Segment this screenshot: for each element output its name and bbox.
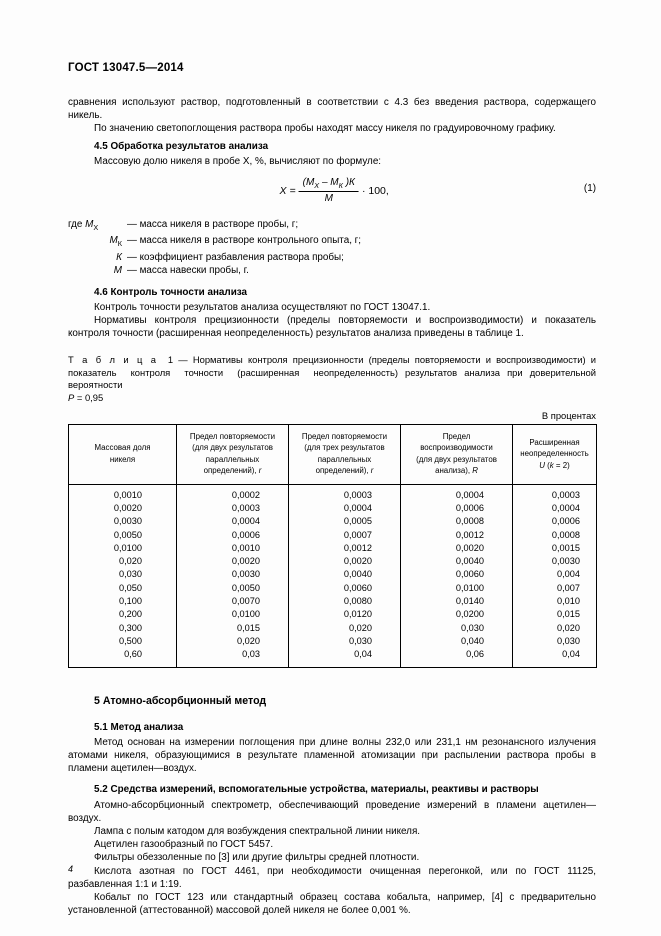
table-head bbox=[69, 425, 597, 485]
table-cell: 0,0004 bbox=[289, 502, 401, 515]
table-caption-number: 1 bbox=[167, 354, 174, 366]
table-cell: 0,0010 bbox=[177, 542, 289, 555]
table-cell: 0,020 bbox=[289, 622, 401, 635]
formula-denominator: M bbox=[324, 193, 333, 205]
paragraph-absorbance: По значению светопоглощения раствора пробы находят массу никеля по градуировочному графику. bbox=[94, 123, 556, 135]
table-cell: 0,0200 bbox=[401, 608, 513, 621]
table-cell: 0,0004 bbox=[513, 502, 597, 515]
table-cell: 0,020 bbox=[69, 555, 177, 568]
legend-text: — масса никеля в растворе контрольного опыта, г; bbox=[127, 235, 362, 247]
formula-fraction bbox=[299, 177, 359, 204]
paragraph-nitric-acid: Кислота азотная по ГОСТ 4461, при необходимости очищенная перегонкой, или по ГОСТ 11125, разбавленная 1:1 и 1:19. bbox=[68, 865, 596, 890]
table-cell: 0,0005 bbox=[289, 515, 401, 528]
paragraph-cobalt: Кобальт по ГОСТ 123 или стандартный образец состава кобальта, например, [4] с предварительно установленной (аттестованной) массовой долей никеля не более 0,001 %. bbox=[68, 891, 596, 917]
table-cell: 0,0050 bbox=[69, 529, 177, 542]
table-caption bbox=[68, 354, 596, 404]
table-cell: 0,0007 bbox=[289, 529, 401, 542]
table-caption-label: Т а б л и ц а bbox=[68, 354, 158, 366]
table-row bbox=[69, 635, 597, 648]
table-row bbox=[69, 555, 597, 568]
table-cell: 0,0008 bbox=[401, 515, 513, 528]
legend-symbol: К bbox=[116, 251, 122, 263]
table-row bbox=[69, 622, 597, 635]
paragraph-filters: Фильтры обеззоленные по [3] или другие фильтры средней плотности. bbox=[94, 852, 420, 864]
table-cell: 0,04 bbox=[513, 648, 597, 667]
legend-row bbox=[68, 264, 596, 277]
table-row bbox=[69, 542, 597, 555]
table-cell: 0,030 bbox=[513, 635, 597, 648]
table-col-header-mass-fraction: Массовая доля никеля bbox=[69, 425, 177, 485]
table-cell: 0,0080 bbox=[289, 595, 401, 608]
table-cell: 0,020 bbox=[177, 635, 289, 648]
table-cell: 0,0015 bbox=[513, 542, 597, 555]
table-row bbox=[69, 484, 597, 502]
table-cell: 0,004 bbox=[513, 568, 597, 581]
table-cell: 0,0030 bbox=[513, 555, 597, 568]
table-cell: 0,500 bbox=[69, 635, 177, 648]
formula-lhs: X = bbox=[279, 184, 296, 197]
legend-row bbox=[68, 218, 596, 234]
table-cell: 0,200 bbox=[69, 608, 177, 621]
table-col-header-reproducibility: Предел воспроизводимости (для двух результатов анализа), R bbox=[401, 425, 513, 485]
table-cell: 0,03 bbox=[177, 648, 289, 667]
precision-table bbox=[68, 424, 597, 667]
table-cell: 0,007 bbox=[513, 582, 597, 595]
table-cell: 0,0010 bbox=[69, 484, 177, 502]
table-cell: 0,0140 bbox=[401, 595, 513, 608]
table-cell: 0,0020 bbox=[401, 542, 513, 555]
table-cell: 0,0020 bbox=[177, 555, 289, 568]
document-header: ГОСТ 13047.5—2014 bbox=[68, 62, 184, 74]
table-cell: 0,0004 bbox=[401, 484, 513, 502]
table-units-note: В процентах bbox=[541, 410, 596, 422]
table-cell: 0,0040 bbox=[289, 568, 401, 581]
table-cell: 0,0002 bbox=[177, 484, 289, 502]
table-cell: 0,030 bbox=[289, 635, 401, 648]
table-cell: 0,60 bbox=[69, 648, 177, 667]
legend-row bbox=[68, 234, 596, 250]
table-cell: 0,0070 bbox=[177, 595, 289, 608]
table-cell: 0,030 bbox=[69, 568, 177, 581]
table-cell: 0,050 bbox=[69, 582, 177, 595]
table-cell: 0,0050 bbox=[177, 582, 289, 595]
legend-symbol: где $M_X$ bbox=[68, 219, 99, 232]
table-cell: 0,0020 bbox=[69, 502, 177, 515]
table-cell: 0,020 bbox=[513, 622, 597, 635]
legend-text: — масса навески пробы, г. bbox=[127, 265, 249, 277]
table-row bbox=[69, 608, 597, 621]
paragraph-accuracy-control: Контроль точности результатов анализа осуществляют по ГОСТ 13047.1. bbox=[94, 301, 431, 313]
table-cell: 0,0120 bbox=[289, 608, 401, 621]
table-cell: 0,030 bbox=[401, 622, 513, 635]
table-cell: 0,0003 bbox=[177, 502, 289, 515]
heading-5-1: 5.1 Метод анализа bbox=[94, 721, 184, 733]
table-row bbox=[69, 515, 597, 528]
formula-1 bbox=[280, 177, 389, 204]
formula-tail: · 100, bbox=[361, 184, 389, 197]
table-cell: 0,0030 bbox=[69, 515, 177, 528]
paragraph-solution-comparison: сравнения используют раствор, подготовленный в соответствии с 4.3 без введения раствора, содержащего никель. bbox=[68, 97, 596, 122]
legend-symbol: M bbox=[113, 265, 122, 277]
table-cell: 0,0020 bbox=[289, 555, 401, 568]
table-row bbox=[69, 529, 597, 542]
table-col-header-repeatability-two: Предел повторяемости (для двух результатов параллельных определений), r bbox=[177, 425, 289, 485]
table-row bbox=[69, 502, 597, 515]
table-col-header-repeatability-three: Предел повторяемости (для трех результатов параллельных определений), r bbox=[289, 425, 401, 485]
paragraph-lamp: Лампа с полым катодом для возбуждения спектральной линии никеля. bbox=[94, 825, 421, 837]
formula-block bbox=[68, 175, 596, 215]
formula-legend bbox=[68, 218, 596, 278]
table-cell: 0,040 bbox=[401, 635, 513, 648]
legend-text: — коэффициент разбавления раствора пробы; bbox=[127, 251, 344, 263]
table-cell: 0,0040 bbox=[401, 555, 513, 568]
table-cell: 0,015 bbox=[513, 608, 597, 621]
legend-row bbox=[68, 251, 596, 264]
table-cell: 0,0006 bbox=[177, 529, 289, 542]
page-number: 4 bbox=[68, 864, 74, 874]
table-cell: 0,0012 bbox=[401, 529, 513, 542]
paragraph-mass-fraction: Массовую долю никеля в пробе X, %, вычисляют по формуле: bbox=[94, 155, 382, 167]
table-cell: 0,0008 bbox=[513, 529, 597, 542]
table-cell: 0,0100 bbox=[69, 542, 177, 555]
table-cell: 0,015 bbox=[177, 622, 289, 635]
table-cell: 0,0060 bbox=[289, 582, 401, 595]
table-cell: 0,0003 bbox=[513, 484, 597, 502]
heading-4-5: 4.5 Обработка результатов анализа bbox=[94, 140, 269, 152]
table-cell: 0,0060 bbox=[401, 568, 513, 581]
table-cell: 0,06 bbox=[401, 648, 513, 667]
table-row bbox=[69, 582, 597, 595]
paragraph-acetylene: Ацетилен газообразный по ГОСТ 5457. bbox=[94, 839, 274, 851]
formula-numerator: ($M_X - M_К$ )К bbox=[299, 177, 359, 192]
table-body bbox=[69, 484, 597, 667]
heading-5-2: 5.2 Средства измерений, вспомогательные устройства, материалы, реактивы и растворы bbox=[94, 784, 539, 796]
table-cell: 0,010 bbox=[513, 595, 597, 608]
heading-4-6: 4.6 Контроль точности анализа bbox=[94, 286, 248, 298]
table-cell: 0,0100 bbox=[177, 608, 289, 621]
legend-symbol: $M_К$ bbox=[109, 235, 122, 249]
table-cell: 0,0100 bbox=[401, 582, 513, 595]
table-cell: 0,0003 bbox=[289, 484, 401, 502]
paragraph-precision-norms: Нормативы контроля прецизионности (пределы повторяемости и воспроизводимости) и показатель контроля точности (расширенная неопределенность) результатов анализа приведены в таблице 1. bbox=[68, 314, 596, 340]
table-cell: 0,100 bbox=[69, 595, 177, 608]
heading-5: 5 Атомно-абсорбционный метод bbox=[94, 694, 267, 707]
table-cell: 0,0012 bbox=[289, 542, 401, 555]
legend-text: — масса никеля в растворе пробы, г; bbox=[127, 219, 299, 231]
table-cell: 0,0030 bbox=[177, 568, 289, 581]
paragraph-method-basis: Метод основан на измерении поглощения при длине волны 232,0 или 231,1 нм резонансного излучения атомами никеля, образующимися в результате пламенной атомизации при распылении раствора пробы в пламени ацетилен—воздух. bbox=[68, 736, 596, 775]
table-caption-text: — Нормативы контроля прецизионности (пределы повторяемости и воспроизводимости) и показатель контроля точности (расширенная неопределенность) результатов анализа при доверительной вероятности P = 0,95 bbox=[68, 354, 596, 403]
paragraph-spectrometer: Атомно-абсорбционный спектрометр, обеспечивающий проведение измерений в пламени ацетилен—воздух. bbox=[68, 799, 596, 824]
table-col-header-uncertainty: Расширенная неопределенность U (k = 2) bbox=[513, 425, 597, 485]
table-cell: 0,0006 bbox=[513, 515, 597, 528]
table-row bbox=[69, 648, 597, 667]
page-content bbox=[68, 62, 596, 917]
table-cell: 0,0004 bbox=[177, 515, 289, 528]
formula-number: (1) bbox=[583, 183, 596, 195]
table-row bbox=[69, 568, 597, 581]
table-cell: 0,04 bbox=[289, 648, 401, 667]
table-cell: 0,300 bbox=[69, 622, 177, 635]
table-cell: 0,0006 bbox=[401, 502, 513, 515]
table-header-row bbox=[69, 425, 597, 485]
table-row bbox=[69, 595, 597, 608]
